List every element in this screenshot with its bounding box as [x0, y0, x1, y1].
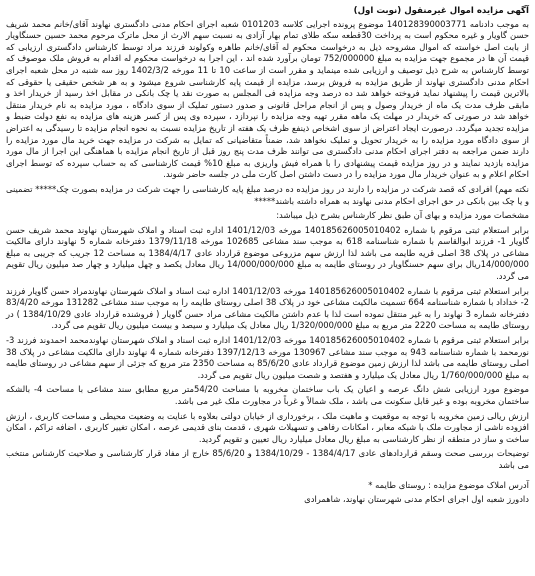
specs-intro: مشخصات مورد مزایده و بهای آن طبق نظر کارشناس بشرح ذیل میباشد: [276, 210, 529, 221]
valuation-note: ارزش ریالی زمین مخروبه با توجه به موقعیت و ماهیت ملک ، برخورداری از خیابان دولتی بعلاوه با عنایت به وضعیت محیطی و مساحت کاربری ، ارزش افزوده ناشی از مجاورت ملک با شبکه معابر ، امکانات رفاهی و تسهیلات شهری ، قدمت بنای قدیمی عرصه ، امکان تغییر کاربری ، اضافه تراکم ، امکان ساخت و ساز در منطقه از نظر کارشناسی به مبلغ ریال معادل میلیارد ریال تعیین و تقویم گردید. [6, 410, 529, 444]
conclusion-note: توضیحات بررسی صحت وسقم قراردادهای عادی 1384/4/17 - 1384/10/29 و 85/6/20 خارج از مفاد قرار کارشناسی و صلاحیت کارشناس منتخب می باشد [6, 448, 530, 470]
property-item-4: موضوع مورد ارزیابی شش دانگ عرصه و اعیان یک باب ساختمان مخروبه با مساحت 54/20متر مربع مطابق سند مشاعی با مساحت 4- بالشکه ساختمان مخروبه بوده و غیر قابل سکونت می باشد ، ملک شمالاً و غرباً در مجاورت ملک غیر می باشد. [6, 384, 529, 406]
property-item-3: برابر استعلام ثبتی مرقوم با شماره 140185626005010402 مورخه 1401/12/03 اداره ثبت اسناد و املاک شهرستان نهاوندمحمد احمدوند فرزند 3- نورمحمد با شماره شناسنامه 943 به موجب سند مشاعی 130967 مورخه 1397/12/13 دفترخانه شماره 4 نهاوند دارای مالکیت مشاعی در پلاک 38 اصلی روستای طایمه می باشد لذا ارزش زمین موضوع قرارداد عادی 85/6/20 به مساحت 2350 متر مربع که جزئی از سهم مشاعی در روستای طایمه به مبلغ 1/760/000/000 ریال معادل یک میلیارد و هفتصد و شصت میلیون ریال تقویم می گردد. [6, 335, 530, 380]
property-address: آدرس املاک موضوع مزایده : روستای طایمه * [368, 479, 529, 490]
property-item-2: برابر استعلام ثبتی مرقوم با شماره 140185626005010402 مورخه 1401/12/03 اداره ثبت اسناد و املاک شهرستان نهاوندمراد حسن گاویار فرزند 2- خداداد با شماره شناسنامه 664 تسمیت مالکیت مشاعی خود در پلاک 38 اصلی روستای طایمه را به موجب سند مشاعی 131282 مورخه 83/4/20 دفترخانه شماره 3 نهاوند را به غیر منتقل نموده است لذا با عدم داشتن مالکیت مشاعی مراد حسن گاویار ( فروشنده قرارداد عادی 1384/10/29 ) در روستای طایمه به مساحت 2220 متر مربع به مبلغ 1/320/000/000 ریال معادل یک میلیارد و سیصد و بیست میلیون ریال تقویم می گردد. [6, 285, 530, 331]
notice-title: آگهی مزایده اموال غیرمنقول (نوبت اول) [353, 6, 529, 16]
important-note: نکته مهم) افرادی که قصد شرکت در مزایده را دارند در روز مزایده ده درصد مبلغ پایه کارشناسی را جهت شرکت در مزایده بصورت چک***** تضمینی و یا چک بین بانکی در حق اجرای احکام مدنی نهاوند به همراه داشته باشند***** [6, 183, 529, 206]
property-item-1: برابر استعلام ثبتی مرقوم با شماره 140185626005010402 مورخه 1401/12/03 اداره ثبت اسناد و املاک شهرستان نهاوند محمد شریف حسن گاویار 1- فرزند ابوالقاسم با شماره شناسنامه 618 به موجب سند مشاعی 102685 مورخه 1379/11/18 دفترخانه شماره 5 نهاوند دارای مالکیت مشاعی در پلاک 38 اصلی قریه طایمه می باشد لذا ارزش سهم مزروعی موضوع قرارداد عادی 1384/4/17 به مساحت 12 جریب که جریبی به مبلغ 14/000/000ریال برای سهم حسنگاویار در روستای طایمه به مبلغ 14/000/000/000 ریال معادل یکصد و چهل میلیارد و چهار صد میلیون ریال تقویم می گردد. [6, 224, 530, 282]
official-signature: دادورز شعبه اول اجرای احکام مدنی شهرستان نهاوند، شاهمرادی [304, 494, 529, 505]
notice-intro: به موجب دادنامه 140128390003771 موضوع پرونده اجرایی کلاسه 0101203 شعبه اجرای احکام مدنی دادگستری نهاوند آقای/خانم محمد شریف حسن گاویار و غیره محکوم است به پرداخت 30قطعه سکه طلای تمام بهار آزادی به نسبت سهم الارث از محل ماترک مرحوم محمد حسین حسنگاویار از بابت اصل خواسته که اموال مشروحه ذیل به درخواست محکوم له آقای/خانم طاهره وکولوند فرزند مراد توسط کارشناس دادگستری ارزیابی که قیمت آن ها در مجموع جهت مزایده به مبلغ 752/000000 تومان برآورد شده اند ، این اجرا به درخواست محکوم له اقدام به فروش ملک موصوف که توسط کارشناس به شرح ذیل توصیف و ارزیابی شده مینماید و مقرر است از ساعت 10 تا 11 مورخه 1402/3/2 روز سه شنبه در محل شعبه اجرای احکام مدنی دادگستری نهاوند از طریق مزایده به فروش برسد، مزایده از قیمت پایه کارشناسی شروع میشود و به هر شخص حقیقی یا حقوقی که بالاترین قیمت را پیشنهاد نماید فروخته خواهد شد ده درصد وجه مزایده فی المجلس به صورت نقد یا چک بانکی در مقابل اخذ رسید از خریدار اخذ و مابقی ظرف مدت یک ماه از خریدار وصول و پس از انجام مراحل قانونی و صدور دستور تملیک از سوی دادگاه ، مورد مزایده به نام خریدار منتقل خواهد شد در صورتی که خریدار در مهلت یک ماهه مقرر تهیه وجه مزایده را نپردازد ، سپرده وی پس از کسر هزینه های مزایده به نفع دولت ضبط و مزایده تجدید میگردد. درصورت ایجاد اعتراض از سوی اشخاص ذینفع ظرف یک هفته از تاریخ مزایده نسبت به نحوه انجام مزایده تا رسیدگی به اعتراض از سوی دادگاه مورد مزایده را به خریدار تحویل و تملیک نخواهد شد، ضمناً متقاضیانی که تمایل به شرکت در مزایده جهت خرید مال مورد مزایده را دارند ضمن مراجعه به دفتر اجرای احکام مدنی دادگستری می توانند ظرف مدت پنج روز قبل از تاریخ انجام مزایده با هماهنگی این اجرا از مال مورد مزایده بازدید نمایند و در روز مزایده قیمت پیشنهادی را با همراه فیش واریزی به مبلغ 10% قیمت کارشناسی که به حساب سپرده که توسط اجرای احکام اعلام و به عنوان خریدار مال مورد مزایده را در دست داشتن اصل کارت ملی در جلسه حاضر شوند. [6, 18, 530, 180]
